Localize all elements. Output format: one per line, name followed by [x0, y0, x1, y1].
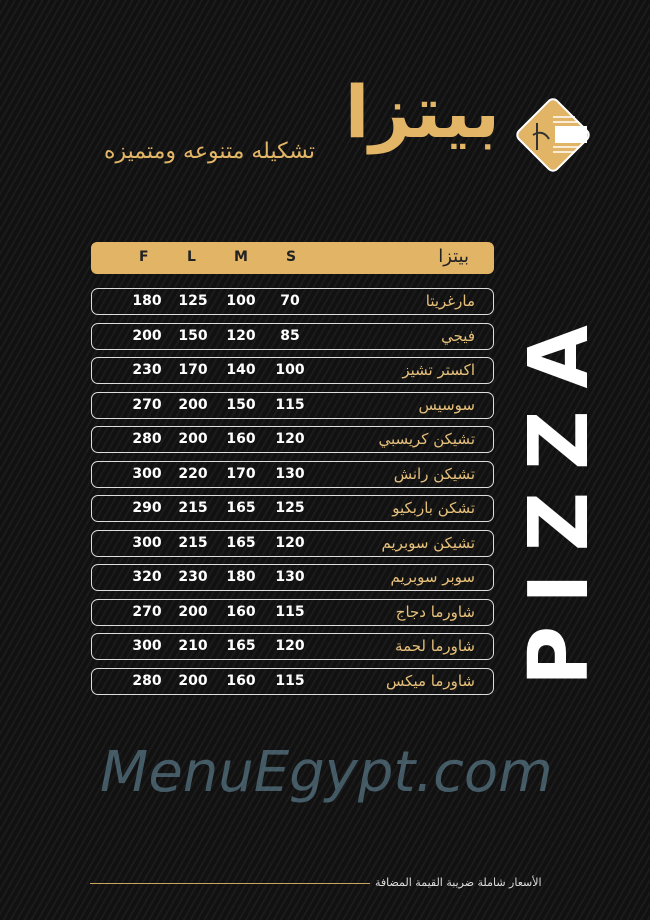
- watermark: MenuEgypt.com: [100, 740, 553, 805]
- price-m: 140: [226, 362, 256, 378]
- price-f: 320: [132, 569, 162, 585]
- column-f: F: [139, 249, 149, 265]
- column-m: M: [234, 249, 248, 265]
- price-m: 180: [226, 569, 256, 585]
- price-m: 160: [226, 431, 256, 447]
- item-name: شاورما لحمة: [395, 637, 475, 655]
- menu-row: [91, 357, 494, 384]
- price-m: 160: [226, 603, 256, 620]
- menu-row: [91, 495, 494, 522]
- side-label: PIZZA: [512, 303, 607, 687]
- restaurant-logo: [513, 95, 593, 175]
- price-s: 70: [280, 293, 300, 309]
- footer-divider: [90, 883, 370, 884]
- price-f: 180: [132, 293, 162, 309]
- price-s: 130: [275, 569, 305, 585]
- price-l: 125: [178, 293, 208, 309]
- price-l: 210: [178, 638, 208, 654]
- item-name: تشيكن سوبريم: [381, 533, 475, 552]
- menu-row: [91, 599, 494, 626]
- price-l: 170: [178, 362, 208, 378]
- price-l: 150: [178, 327, 208, 344]
- price-s: 120: [275, 534, 305, 551]
- price-m: 170: [226, 465, 256, 482]
- price-s: 125: [275, 500, 305, 516]
- price-f: 280: [132, 431, 162, 447]
- price-s: 120: [275, 431, 305, 447]
- price-m: 165: [226, 638, 256, 654]
- price-m: 150: [226, 396, 256, 413]
- menu-row: [91, 392, 494, 419]
- price-l: 220: [178, 465, 208, 482]
- price-l: 200: [178, 672, 208, 689]
- price-s: 115: [275, 396, 305, 413]
- price-l: 215: [178, 534, 208, 551]
- price-f: 300: [132, 534, 162, 551]
- price-m: 160: [226, 672, 256, 689]
- price-s: 85: [280, 327, 300, 344]
- price-f: 230: [132, 362, 162, 378]
- item-name: شاورما دجاج: [395, 602, 475, 621]
- price-f: 280: [132, 672, 162, 689]
- item-name: شاورما ميكس: [386, 671, 475, 690]
- footer-note: الأسعار شاملة ضريبة القيمة المضافة: [375, 876, 542, 889]
- item-name: سوبر سوبريم: [390, 568, 475, 586]
- price-l: 230: [178, 569, 208, 585]
- price-s: 115: [275, 603, 305, 620]
- page-title: بيتزا: [344, 70, 500, 154]
- price-s: 100: [275, 362, 305, 378]
- item-name: تشكن باربكيو: [392, 499, 475, 517]
- column-s: S: [286, 249, 297, 265]
- price-s: 115: [275, 672, 305, 689]
- section-title: بيتزا: [438, 246, 469, 267]
- price-f: 270: [132, 396, 162, 413]
- price-f: 290: [132, 500, 162, 516]
- item-name: فيجي: [441, 326, 475, 345]
- menu-row: [91, 323, 494, 350]
- item-name: سوسيس: [418, 395, 475, 414]
- menu-row: [91, 668, 494, 695]
- price-m: 100: [226, 293, 256, 309]
- table-header: [91, 242, 494, 274]
- menu-row: [91, 288, 494, 315]
- menu-row: [91, 633, 494, 660]
- item-name: اكستر تشيز: [402, 361, 475, 379]
- price-l: 200: [178, 431, 208, 447]
- item-name: مارغريتا: [425, 292, 475, 310]
- menu-row: [91, 530, 494, 557]
- price-l: 215: [178, 500, 208, 516]
- column-l: L: [187, 249, 196, 265]
- price-f: 300: [132, 638, 162, 654]
- price-m: 120: [226, 327, 256, 344]
- page-subtitle: تشكيله متنوعه ومتميزه: [103, 139, 315, 164]
- price-f: 300: [132, 465, 162, 482]
- menu-row: [91, 426, 494, 453]
- menu-row: [91, 564, 494, 591]
- price-s: 120: [275, 638, 305, 654]
- price-f: 200: [132, 327, 162, 344]
- item-name: تشيكن كريسبي: [378, 430, 475, 448]
- price-l: 200: [178, 603, 208, 620]
- menu-row: [91, 461, 494, 488]
- price-l: 200: [178, 396, 208, 413]
- item-name: تشيكن رانش: [393, 464, 475, 483]
- price-m: 165: [226, 534, 256, 551]
- price-f: 270: [132, 603, 162, 620]
- price-s: 130: [275, 465, 305, 482]
- price-m: 165: [226, 500, 256, 516]
